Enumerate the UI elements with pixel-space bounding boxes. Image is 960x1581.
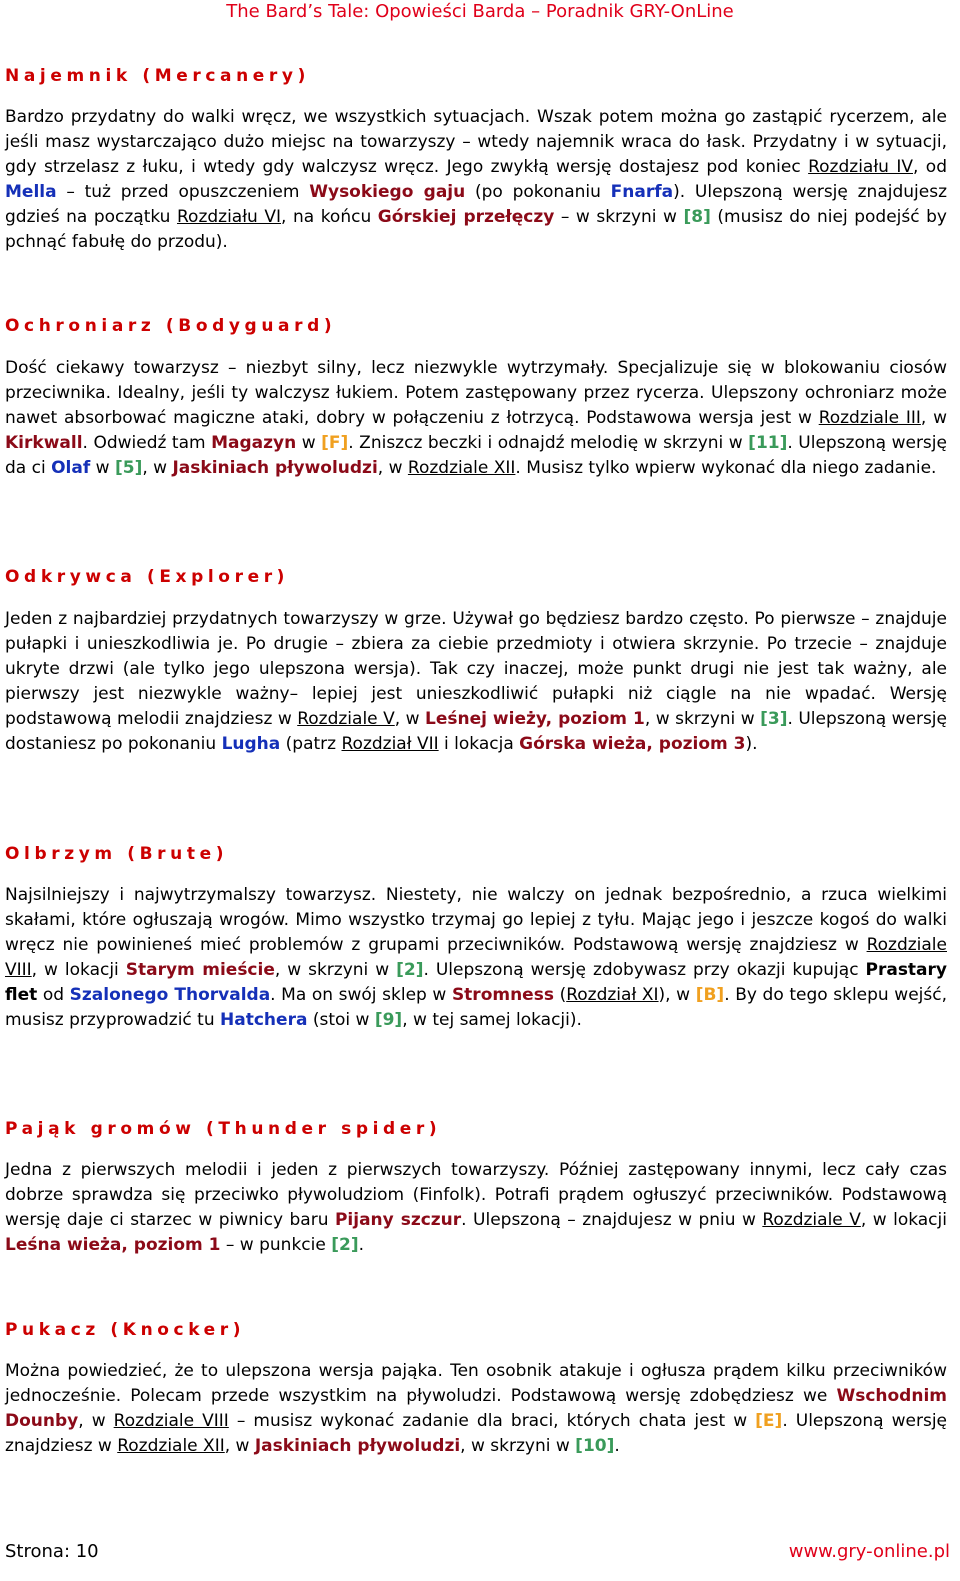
map-marker: [11] (748, 433, 788, 454)
body-text: . Ulepszoną – znajdujesz w pniu w (461, 1210, 763, 1231)
chapter-reference: Rozdział VII (341, 734, 439, 755)
location-name: Magazyn (211, 433, 297, 454)
npc-name: Fnarfa (610, 182, 674, 203)
npc-name: Szalonego Thorvalda (69, 985, 271, 1006)
item-name: Prastary flet (5, 960, 947, 1006)
body-text: , od (913, 157, 948, 178)
section-title-pukacz: Pukacz (Knocker) (5, 1320, 246, 1340)
body-text: , w (377, 458, 408, 479)
map-marker: [9] (374, 1010, 403, 1031)
section-body-pukacz (5, 1359, 947, 1459)
chapter-reference: Rozdziale V (762, 1210, 861, 1231)
location-name: Górskiej przełęczy (377, 207, 555, 228)
body-text: Można powiedzieć, że to ulepszona wersja pająka. Ten osobnik atakuje i ogłusza prądem kilku przeciwników jednocześnie. Polecam przede wszystkim na pływoludzi. Podstawową wersję zdobędziesz we (5, 1361, 947, 1407)
body-text: , w (224, 1436, 255, 1457)
section-title-pajak-gromow: Pająk gromów (Thunder spider) (5, 1119, 442, 1139)
section-title-odkrywca: Odkrywca (Explorer) (5, 567, 290, 587)
body-text: (patrz (280, 734, 342, 755)
body-text: . By do tego sklepu wejść, musisz przyprowadzić tu (5, 985, 948, 1031)
chapter-reference: Rozdział XI (566, 985, 659, 1006)
body-text: ). (745, 734, 758, 755)
map-marker: [B] (695, 985, 725, 1006)
body-text: ), w (658, 985, 696, 1006)
location-name: Wysokiego gaju (309, 182, 466, 203)
body-text: (po pokonaniu (465, 182, 611, 203)
body-text: . Zniszcz beczki i odnajdź melodię w skrzyni w (348, 433, 749, 454)
section-body-najemnik (5, 105, 947, 256)
body-text: Dość ciekawy towarzysz – niezbyt silny, lecz niezwykle wytrzymały. Specjalizuje się w blokowaniu ciosów przeciwnika. Idealny, jeśli ty walczysz łukiem. Potem zastępowany przez rycerza. Ulepszony ochroniarz może nawet absorbować magiczne ataki, dobry w połączeniu z łotrzycą. Podstawowa wersja jest w (5, 358, 947, 429)
map-marker: [2] (396, 960, 424, 981)
header-game-title: The Bard’s Tale: Opowieści Barda (226, 1, 526, 22)
body-text: , w skrzyni w (274, 960, 397, 981)
body-text: . (614, 1436, 620, 1457)
location-name: Leśnej wieży, poziom 1 (424, 709, 645, 730)
map-marker: [5] (114, 458, 143, 479)
body-text: – w punkcie (220, 1235, 332, 1256)
body-text: , w lokacji (31, 960, 126, 981)
map-marker: [F] (321, 433, 349, 454)
npc-name: Olaf (51, 458, 91, 479)
body-text: . Ulepszoną wersję da ci (5, 433, 947, 479)
chapter-reference: Rozdziale VIII (5, 935, 947, 981)
chapter-reference: Rozdziale XII (117, 1436, 225, 1457)
section-body-pajak-gromow (5, 1158, 947, 1258)
page-header (0, 0, 960, 24)
section-title-olbrzym: Olbrzym (Brute) (5, 844, 229, 864)
header-guide-title: Poradnik GRY-OnLine (545, 1, 734, 22)
body-text: . Musisz tylko wpierw wykonać dla niego zadanie. (515, 458, 937, 479)
chapter-reference: Rozdziału VI (177, 207, 282, 228)
location-name: Starym mieście (125, 960, 275, 981)
map-marker: [8] (683, 207, 711, 228)
chapter-reference: Rozdziału IV (808, 157, 913, 178)
body-text: w (90, 458, 115, 479)
body-text: , w skrzyni w (460, 1436, 576, 1457)
header-dash: – (531, 1, 541, 22)
body-text: . Odwiedź tam (82, 433, 212, 454)
npc-name: Mella (5, 182, 57, 203)
body-text: ). Ulepszoną wersję znajdujesz gdzieś na początku (5, 182, 947, 228)
body-text: Najsilniejszy i najwytrzymalszy towarzysz. Niestety, nie walczy on jednak bezpośrednio, a rzuca wielkimi skałami, które ogłuszają wrogów. Mimo wszystko trzymaj go lepiej z tyłu. Mając jego i jeszcze kogoś do walki wręcz nie powinieneś mieć problemów z grupami przeciwników. Podstawową wersję znajdziesz w (5, 885, 947, 956)
location-name: Kirkwall (5, 433, 83, 454)
map-marker: [2] (331, 1235, 359, 1256)
site-link[interactable]: www.gry-online.pl (788, 1541, 950, 1562)
body-text: Bardzo przydatny do walki wręcz, we wszystkich sytuacjach. Wszak potem można go zastąpić rycerzem, ale jeśli masz wystarczająco dużo miejsc na towarzyszy – wtedy najemnik wraca do łask. Przydatny i w sytuacji, gdy strzelasz z łuku, i wtedy gdy walczysz wręcz. Jego zwykłą wersję dostajesz pod koniec (5, 107, 947, 178)
body-text: w (296, 433, 322, 454)
body-text: – tuż przed opuszczeniem (56, 182, 310, 203)
body-text: . Ma on swój sklep w (270, 985, 452, 1006)
section-body-ochroniarz (5, 356, 947, 481)
body-text: , w tej samej lokacji). (402, 1010, 582, 1031)
body-text: ( (553, 985, 567, 1006)
body-text: (stoi w (307, 1010, 375, 1031)
section-body-odkrywca (5, 607, 947, 758)
location-name: Leśna wieża, poziom 1 (5, 1235, 221, 1256)
body-text: . (358, 1235, 365, 1256)
body-text: , w (142, 458, 173, 479)
section-title-ochroniarz: Ochroniarz (Bodyguard) (5, 316, 337, 336)
chapter-reference: Rozdziale V (297, 709, 395, 730)
body-text: Jedna z pierwszych melodii i jeden z pierwszych towarzyszy. Później zastępowany innymi, lecz cały czas dobrze sprawdza się przeciwko pływoludziom (Finfolk). Potrafi prądem ogłuszyć przeciwników. Podstawową wersję daje ci starzec w piwnicy baru (5, 1160, 947, 1231)
chapter-reference: Rozdziale III (818, 408, 921, 429)
body-text: , w (394, 709, 425, 730)
chapter-reference: Rozdziale XII (407, 458, 516, 479)
body-text: , w (78, 1411, 114, 1432)
body-text: (musisz do niej podejść by pchnąć fabułę do przodu). (5, 207, 947, 253)
body-text: – w skrzyni w (554, 207, 684, 228)
map-marker: [E] (755, 1411, 783, 1432)
location-name: Jaskiniach pływoludzi (172, 458, 378, 479)
location-name: Górska wieża, poziom 3 (519, 734, 746, 755)
map-marker: [10] (575, 1436, 615, 1457)
body-text: , w skrzyni w (644, 709, 761, 730)
npc-name: Hatchera (220, 1010, 308, 1031)
body-text: . Ulepszoną wersję dostaniesz po pokonaniu (5, 709, 947, 755)
body-text: , w lokacji (860, 1210, 947, 1231)
body-text: – musisz wykonać zadanie dla braci, których chata jest w (228, 1411, 756, 1432)
body-text: . Ulepszoną wersję zdobywasz przy okazji kupując (423, 960, 866, 981)
body-text: , na końcu (281, 207, 378, 228)
section-title-najemnik: Najemnik (Mercanery) (5, 66, 310, 86)
map-marker: [3] (760, 709, 788, 730)
body-text: od (37, 985, 70, 1006)
page-number: Strona: 10 (5, 1541, 99, 1562)
location-name: Pijany szczur (334, 1210, 462, 1231)
body-text: , w (920, 408, 947, 429)
location-name: Jaskiniach pływoludzi (254, 1436, 461, 1457)
body-text: . Ulepszoną wersję znajdziesz w (5, 1411, 948, 1457)
location-name: Wschodnim Dounby (5, 1386, 947, 1432)
chapter-reference: Rozdziale VIII (113, 1411, 229, 1432)
location-name: Stromness (451, 985, 554, 1006)
body-text: i lokacja (438, 734, 520, 755)
section-body-olbrzym (5, 883, 947, 1034)
body-text: Jeden z najbardziej przydatnych towarzyszy w grze. Używał go będziesz bardzo często. Po pierwsze – znajduje pułapki i unieszkodliwia je. Po drugie – zbiera za ciebie przedmioty i otwiera skrzynie. Po trzecie – znajduje ukryte drzwi (ale tylko jego ulepszona wersja). Tak czy inaczej, może punkt drugi nie jest tak ważny, ale pierwszy jest niezwykle ważny– lepiej jest unieszkodliwić pułapki niż ciągle na nie wpadać. Wersję podstawową melodii znajdziesz w (5, 609, 947, 730)
npc-name: Lugha (221, 734, 281, 755)
